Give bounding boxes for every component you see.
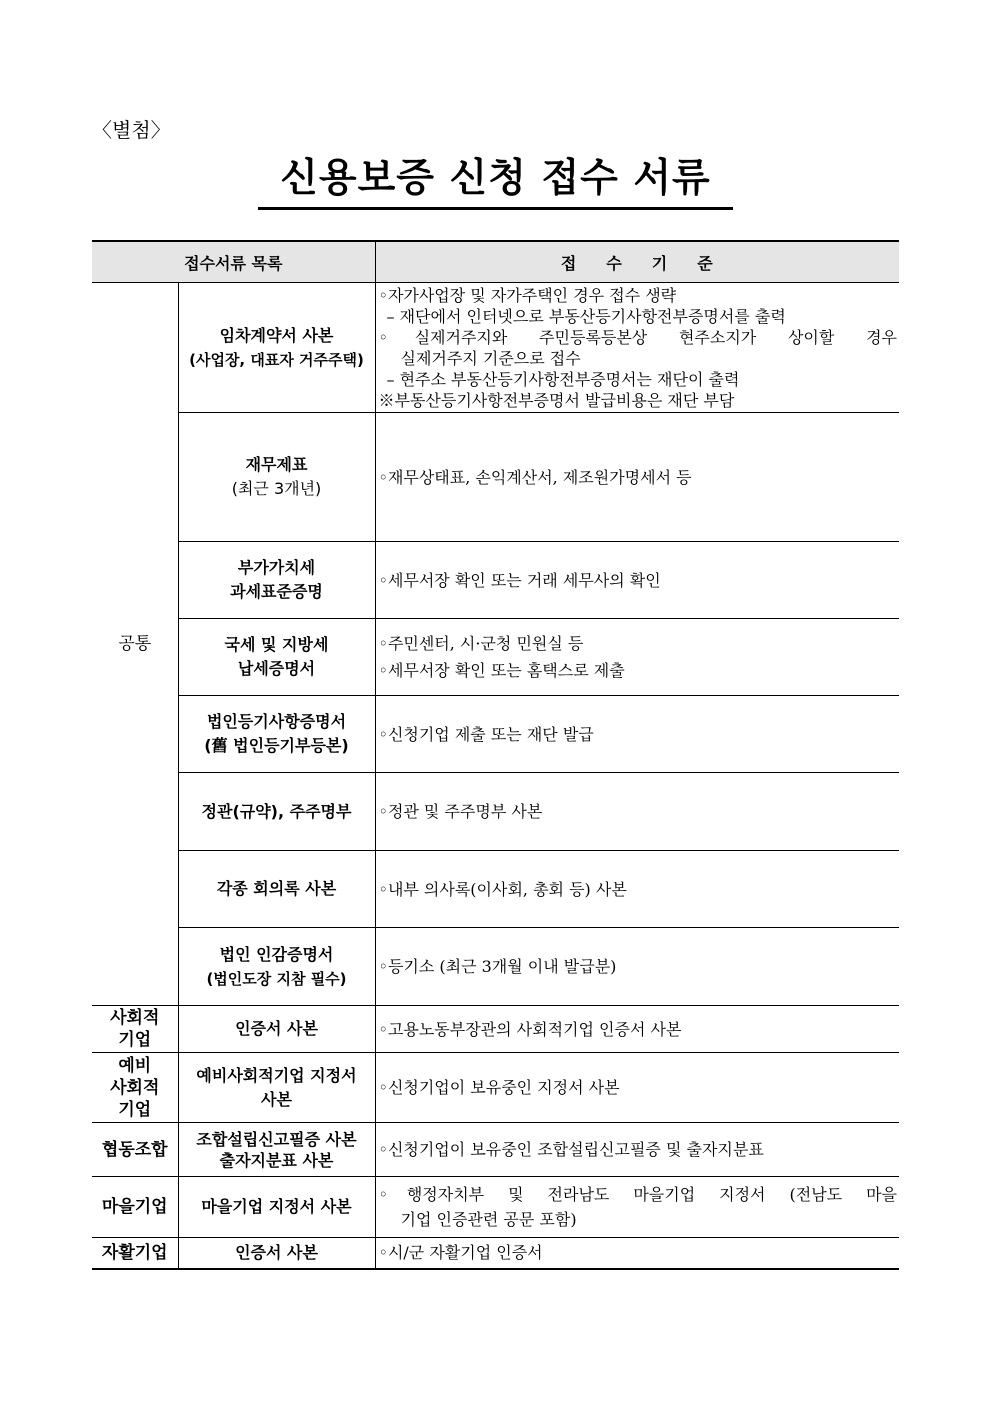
document-cell [178,413,375,542]
criteria-line: 기업 인증관련 공문 포함) [400,1210,577,1229]
criteria-cell [375,1238,899,1269]
document-cell [178,542,375,619]
table-row [92,1177,899,1238]
document-name: 임차계약서 사본 [219,325,334,345]
table-row [92,542,899,619]
criteria-cell [375,696,899,773]
category-cell: 마을기업 [92,1177,178,1238]
category-cell: 자활기업 [92,1238,178,1269]
criteria-cell [375,1053,899,1123]
document-cell [178,1238,375,1269]
attachment-label: 〈별첨〉 [92,118,171,142]
table-row [92,1238,899,1269]
table-header-row [92,241,899,283]
document-name: 정관(규약), 주주명부 [201,801,352,821]
document-name: 각종 회의록 사본 [216,879,337,898]
document-cell [178,851,375,928]
criteria-line: ◦등기소 (최근 3개월 이내 발급분) [378,957,617,976]
document-note: (법인도장 지참 필수) [206,969,347,988]
document-name: 재무제표 [245,455,308,474]
criteria-line: – 재단에서 인터넷으로 부동산등기사항전부증명서를 출력 [386,306,786,326]
document-note: (최근 3개년) [231,479,322,498]
document-cell [178,1006,375,1053]
criteria-cell [375,928,899,1006]
header-criteria: 접수기준 [375,241,899,283]
document-cell [178,1177,375,1238]
document-cell [178,283,375,413]
document-note: 사본 [261,1089,292,1109]
category-cell: 예비 사회적 기업 [92,1053,178,1123]
table-row [92,283,899,413]
table-row [92,1053,899,1123]
criteria-line: ◦시/군 자활기업 인증서 [378,1243,543,1263]
document-name: 법인 인감증명서 [219,944,334,964]
criteria-cell [375,1177,899,1238]
document-cell [178,773,375,851]
criteria-cell [375,1006,899,1053]
category-cell: 공통 [92,283,178,1006]
document-cell [178,619,375,696]
document-table [92,240,899,1270]
document-name: 법인등기사항증명서 [206,712,347,731]
page-title: 신용보증 신청 접수 서류 [258,153,733,210]
criteria-line: ◦세무서장 확인 또는 거래 세무사의 확인 [378,570,661,590]
criteria-cell [375,619,899,696]
criteria-cell [375,542,899,619]
document-cell [178,1123,375,1177]
criteria-cell [375,851,899,928]
table-row [92,928,899,1006]
category-cell: 사회적 기업 [92,1006,178,1053]
criteria-line: ◦정관 및 주주명부 사본 [378,802,543,821]
criteria-line: ◦내부 의사록(이사회, 총회 등) 사본 [378,879,627,899]
criteria-line: ◦행정자치부 및 전라남도 마을기업 지정서 (전남도 마을 [378,1185,897,1204]
criteria-line: ◦재무상태표, 손익계산서, 제조원가명세서 등 [378,467,692,487]
header-documents: 접수서류 목록 [92,241,375,283]
table-row [92,851,899,928]
document-name: 조합설립신고필증 사본 [196,1129,357,1149]
table-row [92,773,899,851]
criteria-line: ◦신청기업이 보유중인 조합설립신고필증 및 출자지분표 [378,1140,764,1159]
document-note: (사업장, 대표자 거주주택) [189,350,364,369]
document-note: (舊 법인등기부등본) [204,736,349,755]
document-note: 과세표준증명 [230,582,323,601]
document-note: 납세증명서 [237,659,316,678]
criteria-line: ◦신청기업이 보유중인 지정서 사본 [378,1078,620,1097]
criteria-line: 실제거주지 기준으로 접수 [400,348,581,368]
criteria-line: ◦주민센터, 시·군청 민원실 등 [378,634,584,653]
table-row [92,619,899,696]
document-name: 국세 및 지방세 [224,635,329,654]
table-row [92,1006,899,1053]
criteria-line: ◦신청기업 제출 또는 재단 발급 [378,724,594,744]
criteria-cell [375,1123,899,1177]
document-cell [178,696,375,773]
criteria-cell [375,413,899,542]
criteria-line: – 현주소 부동산등기사항전부증명서는 재단이 출력 [386,369,740,389]
table-row [92,1123,899,1177]
criteria-cell [375,773,899,851]
criteria-line: ◦실제거주지와 주민등록등본상 현주소지가 상이할 경우 [378,327,897,347]
criteria-line: ◦고용노동부장관의 사회적기업 인증서 사본 [378,1019,682,1039]
document-cell [178,928,375,1006]
document-name: 인증서 사본 [235,1019,318,1038]
criteria-line: ◦세무서장 확인 또는 홈택스로 제출 [378,661,625,680]
document-name: 인증서 사본 [235,1242,318,1262]
table-row [92,696,899,773]
criteria-cell [375,283,899,413]
document-name: 예비사회적기업 지정서 [196,1065,357,1085]
criteria-line: ◦자가사업장 및 자가주택인 경우 접수 생략 [378,285,677,305]
document-note: 출자지분표 사본 [219,1150,334,1170]
document-cell [178,1053,375,1123]
document-name: 부가가치세 [237,558,316,577]
criteria-line: ※부동산등기사항전부증명서 발급비용은 재단 부담 [378,390,735,410]
table-row [92,413,899,542]
category-cell: 협동조합 [92,1123,178,1177]
document-name: 마을기업 지정서 사본 [201,1197,352,1216]
